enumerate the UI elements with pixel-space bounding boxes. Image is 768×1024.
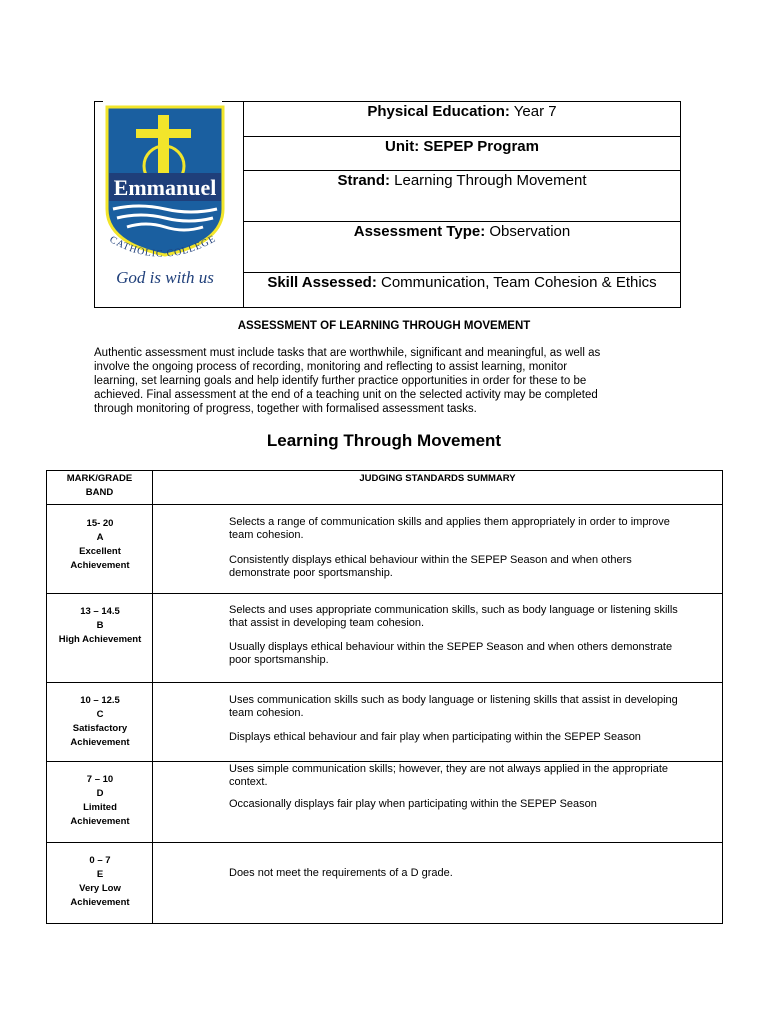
subject-value: Year 7 — [509, 103, 557, 120]
table-row — [47, 505, 722, 594]
subject-label: Physical Education: — [367, 103, 510, 120]
standard-text — [229, 516, 709, 541]
band-grade: E — [96, 869, 104, 880]
skill-row — [244, 273, 680, 307]
band-grade: C — [96, 709, 104, 720]
band-label: High Achievement — [58, 634, 142, 645]
table-row — [47, 843, 722, 923]
unit-info-cell — [243, 101, 681, 308]
standard-line: Usually displays ethical behaviour within the SEPEP Season and when others demonstrate — [229, 641, 673, 653]
assessment-type-row — [244, 222, 680, 273]
grade-band-cell — [47, 594, 153, 682]
standard-line: poor sportsmanship. — [229, 653, 329, 666]
band-label: Excellent — [79, 546, 121, 557]
standards-cell — [153, 843, 722, 923]
standard-text — [229, 731, 709, 744]
table-header-row — [47, 471, 722, 505]
standard-line: Uses communication skills such as body language or listening skills that assist in developing — [229, 694, 678, 706]
standard-text — [229, 604, 709, 629]
standard-text — [229, 694, 709, 719]
assessment-type-label: Assessment Type: — [353, 223, 486, 240]
band-mark: 10 – 12.5 — [80, 695, 120, 706]
standard-line: that assist in developing team cohesion. — [229, 616, 425, 629]
strand-value: Learning Through Movement — [389, 172, 587, 189]
band-mark: 0 – 7 — [89, 855, 111, 866]
band-header-line: BAND — [85, 487, 114, 498]
intro-line: achieved. Final assessment at the end of a teaching unit on the selected activity may be completed — [94, 389, 598, 401]
standard-text — [229, 641, 709, 666]
band-label: Limited — [83, 802, 117, 813]
header-table — [94, 101, 680, 307]
standard-text — [229, 763, 709, 788]
band-label: Satisfactory — [72, 723, 128, 734]
standard-line: demonstrate poor sportsmanship. — [229, 566, 393, 579]
standard-line: Does not meet the requirements of a D grade. — [229, 867, 453, 879]
band-mark: 7 – 10 — [86, 774, 114, 785]
subject-row — [244, 102, 680, 137]
band-grade: A — [96, 532, 104, 543]
logo-cell — [94, 101, 244, 308]
school-crest-logo — [103, 103, 237, 299]
intro-line: through monitoring of progress, together with formalised assessment tasks. — [94, 403, 477, 415]
table-row — [47, 762, 722, 843]
summary-header: JUDGING STANDARDS SUMMARY — [359, 473, 516, 484]
skill-label: Skill Assessed: — [267, 274, 377, 291]
standard-line: Uses simple communication skills; however, they are not always applied in the appropriate — [229, 763, 668, 775]
band-label: Achievement — [70, 560, 130, 571]
grade-band-cell — [47, 843, 153, 923]
standard-line: Consistently displays ethical behaviour within the SEPEP Season and when others — [229, 554, 632, 566]
standard-line: Occasionally displays fair play when participating within the SEPEP Season — [229, 798, 597, 810]
strand-row — [244, 171, 680, 222]
intro-line: learning, set learning goals and help identify further practice opportunities in order for these to be — [94, 375, 587, 387]
standard-line: Selects and uses appropriate communication skills, such as body language or listening skills — [229, 604, 678, 616]
logo-arc-text: CATHOLIC COLLEGE — [107, 233, 219, 260]
standard-line: Displays ethical behaviour and fair play when participating within the SEPEP Season — [229, 731, 641, 743]
judging-standards-table — [46, 470, 723, 924]
intro-paragraph — [94, 346, 674, 416]
intro-line: Authentic assessment must include tasks that are worthwhile, significant and meaningful, as well as — [94, 347, 601, 359]
standard-line: Selects a range of communication skills and applies them appropriately in order to improve — [229, 516, 670, 528]
main-title: Learning Through Movement — [266, 431, 502, 450]
standard-text — [229, 867, 709, 880]
band-label: Very Low — [79, 883, 121, 894]
band-grade: B — [96, 620, 104, 631]
band-grade: D — [96, 788, 104, 799]
section-title: ASSESSMENT OF LEARNING THROUGH MOVEMENT — [237, 320, 531, 332]
unit-row — [244, 137, 680, 171]
standard-text — [229, 798, 709, 811]
intro-line: involve the ongoing process of recording, monitoring and reflecting to assist learning, monitor — [94, 361, 568, 373]
standards-cell — [153, 762, 722, 842]
band-label: Achievement — [70, 737, 130, 748]
logo-motto: God is with us — [116, 268, 214, 287]
standard-line: team cohesion. — [229, 706, 304, 719]
logo-school-name: Emmanuel — [113, 175, 217, 200]
band-mark: 13 – 14.5 — [80, 606, 120, 617]
band-header — [47, 471, 153, 504]
standard-line: team cohesion. — [229, 528, 304, 541]
standard-text — [229, 554, 709, 579]
skill-value: Communication, Team Cohesion & Ethics — [376, 274, 657, 291]
band-label: Achievement — [70, 816, 130, 827]
unit-label: Unit: SEPEP Program — [385, 138, 539, 155]
strand-label: Strand: — [337, 172, 390, 189]
assessment-type-value: Observation — [485, 223, 571, 240]
grade-band-cell — [47, 762, 153, 842]
grade-band-cell — [47, 505, 153, 593]
table-row — [47, 594, 722, 683]
standards-cell — [153, 594, 722, 682]
standards-cell — [153, 683, 722, 761]
band-header-line: MARK/GRADE — [66, 473, 133, 484]
grade-band-cell — [47, 683, 153, 761]
band-mark: 15- 20 — [86, 518, 114, 529]
standard-line: context. — [229, 775, 268, 788]
standards-cell — [153, 505, 722, 593]
band-label: Achievement — [70, 897, 130, 908]
table-row — [47, 683, 722, 762]
